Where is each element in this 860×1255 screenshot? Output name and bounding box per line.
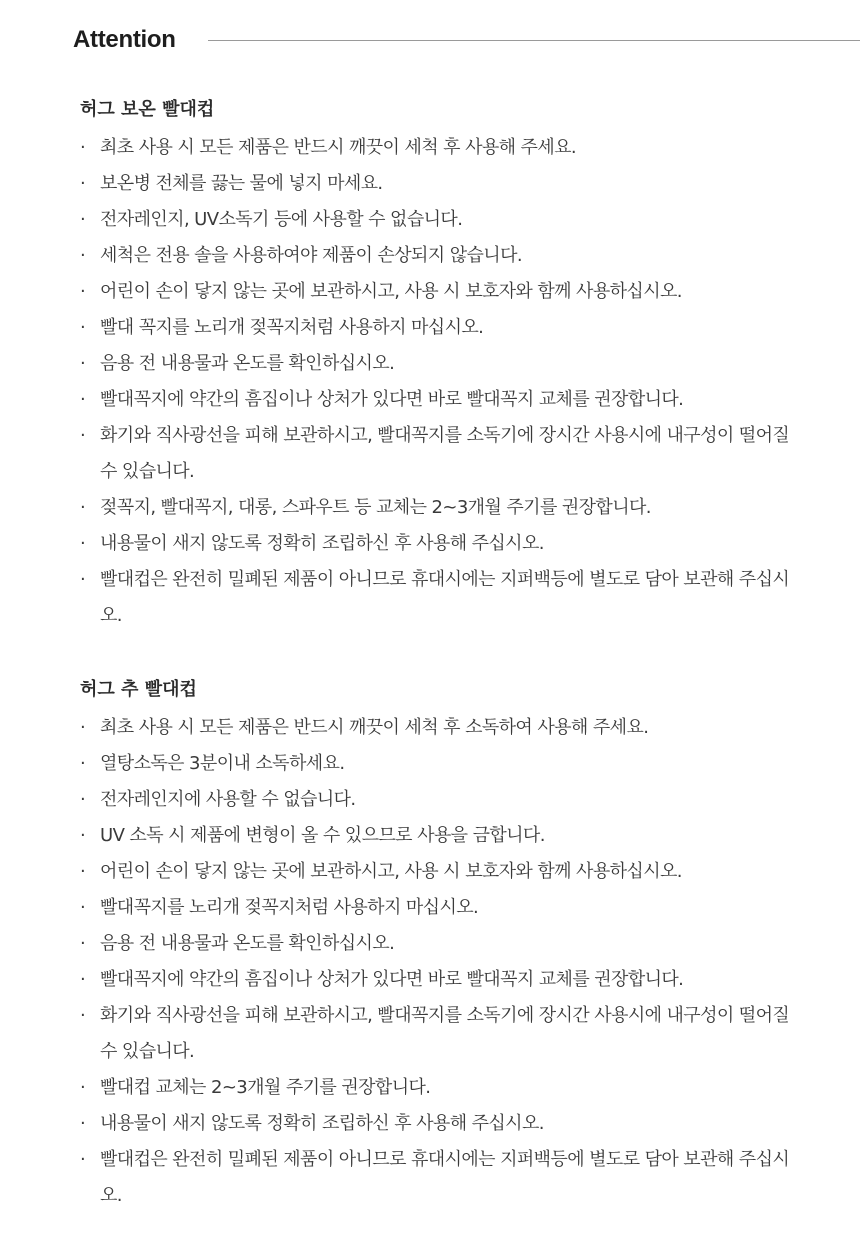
bullet-dot-icon: · — [80, 281, 86, 302]
bullet-dot-icon: · — [80, 245, 86, 266]
bullet-dot-icon: · — [80, 717, 86, 738]
bullet-dot-icon: · — [80, 173, 86, 194]
list-item — [80, 782, 840, 818]
list-item-text: 빨대컵 교체는 2~3개월 주기를 권장합니다. — [100, 1077, 431, 1098]
list-item — [80, 962, 840, 998]
list-item — [80, 490, 840, 526]
bullet-dot-icon: · — [80, 825, 86, 846]
bullet-dot-icon: · — [80, 789, 86, 810]
list-item-text: 내용물이 새지 않도록 정확히 조립하신 후 사용해 주십시오. — [100, 533, 544, 554]
bullet-dot-icon: · — [80, 897, 86, 918]
bullet-dot-icon: · — [80, 317, 86, 338]
bullet-dot-icon: · — [80, 1077, 86, 1098]
list-item — [80, 998, 790, 1070]
list-item-text: 젖꼭지, 빨대꼭지, 대롱, 스파우트 등 교체는 2~3개월 주기를 권장합니다. — [100, 497, 651, 518]
list-item — [80, 818, 840, 854]
list-item-text: 최초 사용 시 모든 제품은 반드시 깨끗이 세척 후 소독하여 사용해 주세요. — [100, 717, 649, 738]
list-item-text: 빨대 꼭지를 노리개 젖꼭지처럼 사용하지 마십시오. — [100, 317, 484, 338]
section-title: 허그 보온 빨대컵 — [80, 99, 215, 120]
list-item — [80, 526, 840, 562]
bullet-dot-icon: · — [80, 137, 86, 158]
list-item — [80, 238, 840, 274]
bullet-dot-icon: · — [80, 1149, 86, 1170]
caution-list — [80, 710, 840, 1214]
list-item — [80, 382, 840, 418]
list-item-text: 화기와 직사광선을 피해 보관하시고, 빨대꼭지를 소독기에 장시간 사용시에 내구성이 떨어질 수 있습니다. — [100, 425, 790, 482]
bullet-dot-icon: · — [80, 1113, 86, 1134]
bullet-dot-icon: · — [80, 753, 86, 774]
section-title: 허그 추 빨대컵 — [80, 679, 197, 700]
bullet-dot-icon: · — [80, 389, 86, 410]
list-item-text: 빨대컵은 완전히 밀폐된 제품이 아니므로 휴대시에는 지퍼백등에 별도로 담아 보관해 주십시오. — [100, 569, 790, 626]
bullet-dot-icon: · — [80, 861, 86, 882]
page-title: Attention — [73, 26, 176, 53]
list-item — [80, 274, 840, 310]
list-item — [80, 1070, 840, 1106]
list-item-text: 어린이 손이 닿지 않는 곳에 보관하시고, 사용 시 보호자와 함께 사용하십시오. — [100, 861, 682, 882]
list-item — [80, 130, 840, 166]
list-item-text: 빨대꼭지를 노리개 젖꼭지처럼 사용하지 마십시오. — [100, 897, 479, 918]
bullet-dot-icon: · — [80, 425, 86, 446]
section-hug-weighted-straw-cup — [80, 673, 840, 1214]
list-item-text: 전자레인지, UV소독기 등에 사용할 수 없습니다. — [100, 209, 463, 230]
list-item-text: 내용물이 새지 않도록 정확히 조립하신 후 사용해 주십시오. — [100, 1113, 544, 1134]
list-item-text: 음용 전 내용물과 온도를 확인하십시오. — [100, 933, 395, 954]
list-item-text: 어린이 손이 닿지 않는 곳에 보관하시고, 사용 시 보호자와 함께 사용하십시오. — [100, 281, 682, 302]
header-divider — [208, 40, 860, 41]
list-item-text: 빨대꼭지에 약간의 흠집이나 상처가 있다면 바로 빨대꼭지 교체를 권장합니다. — [100, 969, 684, 990]
list-item — [80, 1142, 790, 1214]
bullet-dot-icon: · — [80, 1005, 86, 1026]
attention-header — [73, 24, 860, 56]
list-item — [80, 310, 840, 346]
caution-list — [80, 130, 840, 634]
bullet-dot-icon: · — [80, 209, 86, 230]
list-item-text: 전자레인지에 사용할 수 없습니다. — [100, 789, 356, 810]
list-item-text: 화기와 직사광선을 피해 보관하시고, 빨대꼭지를 소독기에 장시간 사용시에 내구성이 떨어질 수 있습니다. — [100, 1005, 790, 1062]
list-item — [80, 746, 840, 782]
list-item-text: 빨대꼭지에 약간의 흠집이나 상처가 있다면 바로 빨대꼭지 교체를 권장합니다. — [100, 389, 684, 410]
list-item — [80, 418, 790, 490]
list-item-text: 보온병 전체를 끓는 물에 넣지 마세요. — [100, 173, 383, 194]
list-item — [80, 562, 790, 634]
bullet-dot-icon: · — [80, 933, 86, 954]
bullet-dot-icon: · — [80, 497, 86, 518]
list-item — [80, 710, 840, 746]
list-item-text: 열탕소독은 3분이내 소독하세요. — [100, 753, 345, 774]
section-hug-thermal-straw-cup — [80, 93, 840, 634]
list-item-text: UV 소독 시 제품에 변형이 올 수 있으므로 사용을 금합니다. — [100, 825, 545, 846]
bullet-dot-icon: · — [80, 353, 86, 374]
bullet-dot-icon: · — [80, 533, 86, 554]
list-item-text: 최초 사용 시 모든 제품은 반드시 깨끗이 세척 후 사용해 주세요. — [100, 137, 577, 158]
list-item — [80, 854, 840, 890]
list-item-text: 음용 전 내용물과 온도를 확인하십시오. — [100, 353, 395, 374]
list-item-text: 빨대컵은 완전히 밀폐된 제품이 아니므로 휴대시에는 지퍼백등에 별도로 담아 보관해 주십시오. — [100, 1149, 790, 1206]
list-item — [80, 926, 840, 962]
bullet-dot-icon: · — [80, 969, 86, 990]
list-item-text: 세척은 전용 솔을 사용하여야 제품이 손상되지 않습니다. — [100, 245, 522, 266]
list-item — [80, 890, 840, 926]
list-item — [80, 1106, 840, 1142]
list-item — [80, 202, 840, 238]
bullet-dot-icon: · — [80, 569, 86, 590]
list-item — [80, 346, 840, 382]
list-item — [80, 166, 840, 202]
